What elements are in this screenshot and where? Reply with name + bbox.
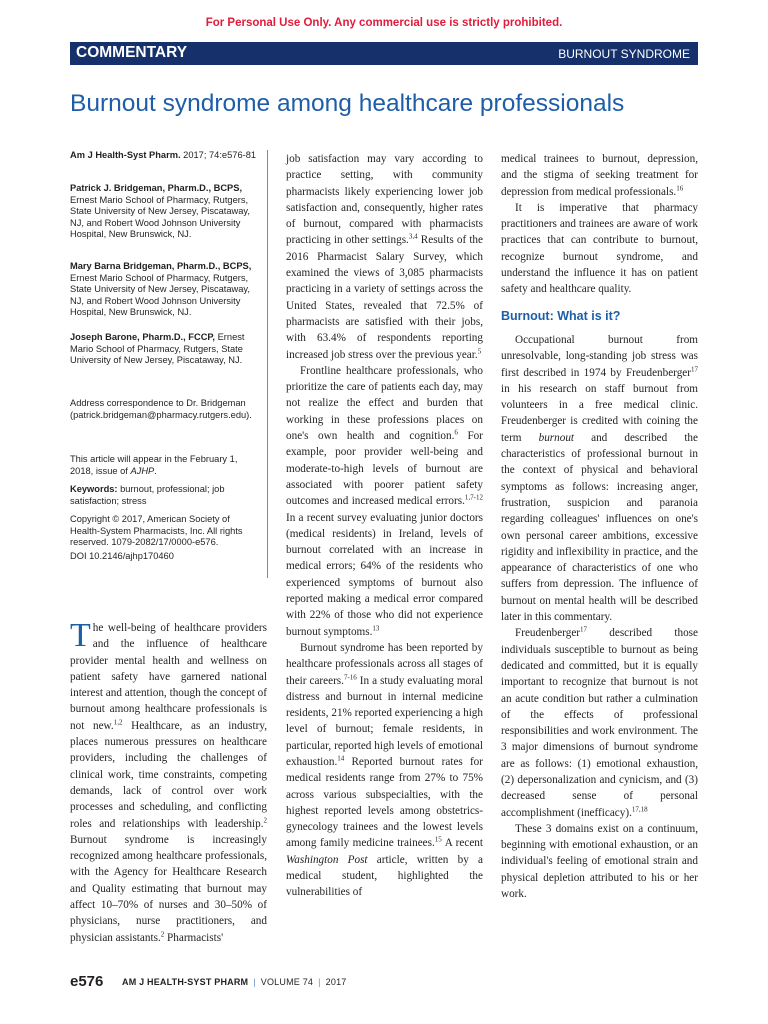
correspondence: Address correspondence to Dr. Bridgeman (patrick.bridgeman@pharmacy.rutgers.edu). [70,398,252,420]
footer-year: 2017 [325,977,347,987]
author-name: Mary Barna Bridgeman, Pharm.D., BCPS, [70,261,252,271]
page-number: e576 [70,973,104,990]
text-run: burnout [538,431,575,444]
text-run: Reported burnout rates for medical residents range from 27% to 75% across various subspecialties, with the highest reported levels among obstetrics-gynecology trainees and the lowest levels among family medicine trainees. [286,755,483,850]
text-run: Washington Post [286,853,368,866]
author-block [70,332,262,367]
topic-label: BURNOUT SYNDROME [558,47,690,61]
author-block [70,261,262,319]
text-run: and described the characteristics of professional burnout in the context of physical and behavioral symptoms as follows: increasing anger, frustration, suspicion and paranoia regarding colleagues' influences on one's own personal career ambitions, excessive rigidity and inflexibility in practice, and the appearance of characteristics of one who suffers from depression. The influence of burnout on mental health will be described later in this commentary. [501,431,698,624]
reference: 14 [337,754,345,763]
keywords-list: burnout, professional; job satisfaction; stress [70,484,225,506]
paragraph [70,617,267,946]
publication-note [70,454,262,477]
reference: 7-16 [343,672,357,681]
reference: 13 [372,623,380,632]
article-title: Burnout syndrome among healthcare professionals [70,90,625,117]
text-run: Results of the 2016 Pharmacist Salary Survey, which examined the views of 3,085 pharmacists practicing in a variety of settings across the United States, revealed that 72.5% of pharmacists are satisfied with their jobs, with 63.4% of respondents reporting increased job stress over the previous year. [286,234,483,361]
paragraph [501,625,698,821]
author-affiliation: Ernest Mario School of Pharmacy, Rutgers, State University of New Jersey, Piscataway, NJ, and Robert Wood Johnson University Hospital, New Brunswick, NJ. [70,194,250,239]
reference: 15 [434,835,442,844]
text-run: article, written by a medical student, highlighted the vulnerabilities of [286,853,483,899]
publication-note-text: This article will appear in the February 1, 2018, issue of [70,454,238,476]
paragraph [501,332,698,625]
text-run: job satisfaction may vary according to practice setting, with community pharmacists likely experiencing lower job satisfaction and, consequently, higher rates of burnout, compared with pharmacists practicing in other settings. [286,153,483,247]
paragraph [286,151,483,363]
paragraph: These 3 domains exist on a continuum, beginning with emotional exhaustion, or an individual's feeling of emotional strain and physical depletion attributed to his or her work. [501,822,698,901]
text-run: For example, poor provider well-being and moderate-to-high levels of burnout are associated with poorer patient safety outcomes and increased medical errors. [286,430,483,508]
text-run: Pharmacists' [164,931,224,944]
text-run: Frontline healthcare professionals, who prioritize the care of patients each day, may not realize the effect and burden that working in these professions places on one's own health and cognition. [286,364,483,443]
author-affiliation: Ernest Mario School of Pharmacy, Rutgers, State University of New Jersey, Piscataway, NJ. [70,332,245,365]
reference: 6 [454,428,458,437]
publication-note-end: . [154,465,157,476]
keywords-label: Keywords: [70,484,118,494]
keywords [70,484,262,507]
text-run: Healthcare, as an industry, places numerous pressures on healthcare providers, including the challenges of clinical work, time constraints, competing demands, lack of control over work processes and scheduling, and conflicting roles and relationships with leadership. [70,719,267,830]
text-run: A recent [441,837,483,850]
citation-journal: Am J Health-Syst Pharm. [70,150,181,160]
paragraph: It is imperative that pharmacy practitioners and trainees are aware of work practices that can contribute to burnout, recognize burnout syndrome, and understand the influence it has on patient safety and healthcare quality. [501,201,698,296]
text-run: Occupational burnout from unresolvable, long-standing job stress was first described in 1974 by Freudenberger [501,333,698,379]
reference: 3,4 [408,232,418,241]
text-run: Burnout syndrome has been reported by healthcare professionals across all stages of their careers. [286,641,483,687]
reference: 1,7-12 [464,493,483,502]
citation [70,150,262,162]
reference: 16 [676,183,684,192]
text-run: medical trainees to burnout, depression, and the stigma of seeking treatment for depression from medical professionals. [501,153,698,198]
author-affiliation: Ernest Mario School of Pharmacy, Rutgers, State University of New Jersey, Piscataway, NJ, and Robert Wood Johnson University Hospital, New Brunswick, NJ. [70,272,250,317]
text-run: In a study evaluating moral distress and burnout in internal medicine residents, 21% reported experiencing a high level of burnout; female residents, in particular, reported high levels of emotional exhaustion. [286,674,483,768]
text-run: Freudenberger [515,627,581,640]
body-column-3 [501,151,698,902]
article-info-sidebar [70,150,268,578]
reference: 5 [477,346,482,355]
reference: 17 [580,625,588,634]
reference: 1,2 [113,718,123,727]
paragraph [286,640,483,901]
section-heading: Burnout: What is it? [501,308,621,323]
usage-notice: For Personal Use Only. Any commercial use is strictly prohibited. [205,17,563,29]
reference: 2 [160,929,165,938]
citation-details: 2017; 74:e576-81 [180,150,257,160]
body-column-2 [286,151,483,901]
doi: DOI 10.2146/ajhp170460 [70,551,174,561]
text-run: in his research on staff burnout from volunteers in a free medical clinic. Freudenberger is credited with coining the term [501,382,698,444]
paragraph [286,363,483,640]
footer-volume: VOLUME 74 [260,977,314,987]
footer-separator: | [253,977,256,987]
reference: 2 [263,815,267,824]
drop-cap: T [70,617,91,654]
author-block [70,183,262,241]
footer-separator: | [318,977,321,987]
text-run: In a recent survey evaluating junior doctors (medical residents) in Ireland, levels of burnout correlated with an increase in medical errors; 64% of the residents who experienced symptoms of burnout also reported making a medical error compared with 22% of those who did not experience burnout symptoms. [286,511,483,638]
text-run: Burnout syndrome is increasingly recognized among healthcare professionals, with the Agency for Healthcare Research and Quality estimating that burnout may affect 10–70% of nurses and 30–50% of physicians, nurse practitioners, and physician assistants. [70,833,267,944]
reference: 17,18 [631,804,648,813]
page-footer [70,973,698,993]
text-run: described those individuals susceptible to burnout as being dedicated and committed, but it is equally important to recognize that burnout is not an acute condition but rather a culmination of the effects of professional responsibilities and work environment. The 3 major dimensions of burnout syndrome are as follows: (1) emotional exhaustion, (2) depersonalization and cynicism, and (3) decreased sense of personal accomplishment (inefficacy). [501,627,698,819]
copyright: Copyright © 2017, American Society of Health-System Pharmacists, Inc. All rights reserved. 1079-2082/17/0000-e576. [70,514,243,547]
paragraph [501,151,698,200]
author-name: Patrick J. Bridgeman, Pharm.D., BCPS, [70,183,243,193]
body-column-1 [70,617,267,946]
publication-note-journal: AJHP [130,465,155,476]
footer-journal-info [122,977,346,987]
author-name: Joseph Barone, Pharm.D., FCCP, [70,332,216,342]
footer-journal: AM J HEALTH-SYST PHARM [122,977,249,987]
reference: 17 [691,364,698,373]
section-header-bar [70,42,698,65]
text-run: he well-being of healthcare providers and the influence of healthcare provider mental health and wellness on patient safety have garnered national interest and attention, though the concept of burnout among healthcare professionals is not new. [70,622,267,732]
section-label: COMMENTARY [76,44,188,61]
